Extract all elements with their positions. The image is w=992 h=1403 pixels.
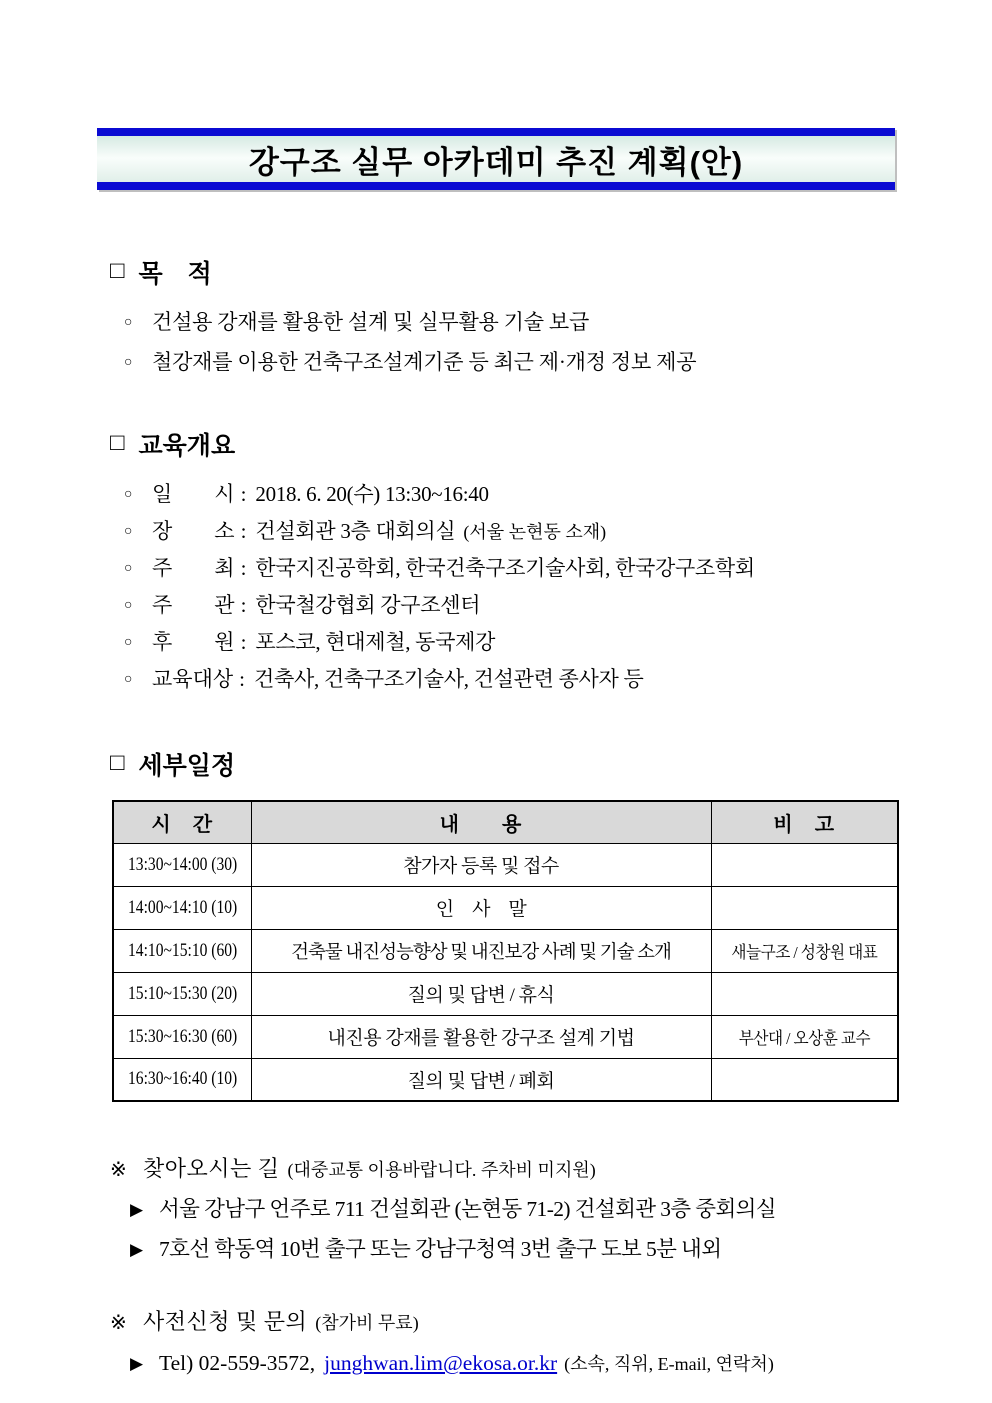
content-cell — [251, 929, 711, 972]
content-text: 인 사 말 — [435, 899, 527, 920]
circle-bullet-icon: ○ — [124, 635, 133, 650]
purpose-item-text: 건설용 강재를 활용한 설계 및 실무활용 기술 보급 — [152, 310, 590, 334]
time-text: 16:30~16:40 (10) — [127, 1068, 237, 1090]
overview-item-value: 건설회관 3층 대회의실 — [255, 519, 456, 543]
schedule-heading-label: 세부일정 — [138, 752, 236, 780]
note-cell — [711, 929, 898, 972]
section-directions — [97, 1152, 897, 1263]
directions-item-text: 서울 강남구 언주로 711 건설회관 (논현동 71-2) 건설회관 3층 중회의실 — [159, 1197, 776, 1221]
section-overview — [97, 426, 897, 700]
square-bullet-icon: □ — [110, 429, 125, 456]
col-header-content: 내 용 — [251, 801, 711, 843]
directions-heading — [110, 1152, 897, 1183]
table-header-row — [113, 801, 898, 843]
content-text: 질의 및 답변 / 휴식 — [407, 985, 555, 1006]
overview-item-label: 주 관 — [152, 593, 235, 617]
time-text: 15:30~16:30 (60) — [127, 1025, 237, 1047]
time-cell — [113, 929, 251, 972]
time-cell — [113, 1058, 251, 1101]
overview-item-note: (서울 논현동 소재) — [463, 522, 607, 542]
colon-separator: : — [240, 556, 247, 580]
overview-item-value: 한국지진공학회, 한국건축구조기술사회, 한국강구조학회 — [255, 556, 755, 580]
overview-item-sponsor — [124, 626, 897, 663]
purpose-item-text: 철강재를 이용한 건축구조설계기준 등 최근 제·개정 정보 제공 — [152, 350, 697, 374]
colon-separator: : — [239, 667, 245, 691]
circle-bullet-icon: ○ — [124, 315, 133, 330]
overview-item-label: 일 시 — [152, 482, 235, 506]
circle-bullet-icon: ○ — [124, 355, 133, 370]
schedule-table — [112, 800, 899, 1102]
colon-separator: : — [240, 593, 247, 617]
directions-item-subway — [130, 1232, 897, 1263]
contact-tel-line — [130, 1350, 897, 1376]
note-cell — [711, 1058, 898, 1101]
table-row — [113, 929, 898, 972]
square-bullet-icon: □ — [110, 749, 125, 776]
purpose-heading — [110, 254, 897, 290]
arrow-icon: ▶ — [130, 1240, 144, 1259]
content-cell — [251, 1058, 711, 1101]
table-row — [113, 972, 898, 1015]
directions-item-text: 7호선 학동역 10번 출구 또는 강남구청역 3번 출구 도보 5분 내외 — [159, 1237, 722, 1261]
time-text: 15:10~15:30 (20) — [127, 982, 237, 1004]
email-link[interactable]: junghwan.lim@ekosa.or.kr — [324, 1351, 558, 1375]
arrow-icon: ▶ — [130, 1354, 144, 1373]
circle-bullet-icon: ○ — [124, 672, 133, 687]
colon-separator: : — [240, 630, 247, 654]
note-cell — [711, 843, 898, 886]
content-cell — [251, 1015, 711, 1058]
content-cell — [251, 886, 711, 929]
time-cell — [113, 886, 251, 929]
arrow-icon: ▶ — [130, 1200, 144, 1219]
purpose-item — [124, 306, 897, 346]
col-header-time: 시 간 — [113, 801, 251, 843]
overview-item-label: 교육대상 — [152, 667, 234, 691]
note-cell — [711, 972, 898, 1015]
content-cell — [251, 972, 711, 1015]
colon-separator: : — [240, 482, 247, 506]
contact-suffix: (소속, 직위, E-mail, 연락처) — [564, 1354, 774, 1374]
purpose-item — [124, 346, 897, 386]
overview-item-venue — [124, 515, 897, 552]
content-cell — [251, 843, 711, 886]
circle-bullet-icon: ○ — [124, 487, 133, 502]
time-text: 14:10~15:10 (60) — [127, 939, 237, 961]
overview-item-label: 주 최 — [152, 556, 235, 580]
overview-item-host — [124, 552, 897, 589]
circle-bullet-icon: ○ — [124, 524, 133, 539]
schedule-heading — [110, 746, 897, 782]
note-text: 새늘구조 / 성창원 대표 — [731, 943, 878, 962]
time-cell — [113, 972, 251, 1015]
page-title: 강구조 실무 아카데미 추진 계획(안) — [248, 144, 744, 180]
directions-heading-note: (대중교통 이용바랍니다. 주차비 미지원) — [287, 1160, 596, 1180]
section-schedule — [97, 746, 897, 1102]
overview-heading — [110, 426, 897, 462]
overview-item-label: 후 원 — [152, 630, 235, 654]
note-text: 부산대 / 오상훈 교수 — [738, 1029, 870, 1048]
overview-item-audience — [124, 663, 897, 700]
directions-item-address — [130, 1192, 897, 1223]
time-text: 14:00~14:10 (10) — [127, 896, 237, 918]
table-row — [113, 886, 898, 929]
note-cell — [711, 1015, 898, 1058]
contact-heading-label: 사전신청 및 문의 — [143, 1309, 308, 1334]
title-banner — [97, 128, 895, 190]
contact-tel: Tel) 02-559-3572, — [159, 1351, 316, 1375]
overview-item-label: 장 소 — [152, 519, 235, 543]
overview-heading-label: 교육개요 — [138, 432, 236, 460]
content-text: 참가자 등록 및 접수 — [403, 856, 559, 877]
contact-heading-note: (참가비 무료) — [315, 1313, 419, 1333]
overview-item-value: 포스코, 현대제철, 동국제강 — [255, 630, 496, 654]
overview-item-value: 한국철강협회 강구조센터 — [255, 593, 481, 617]
circle-bullet-icon: ○ — [124, 561, 133, 576]
time-cell — [113, 843, 251, 886]
table-row — [113, 1015, 898, 1058]
note-cell — [711, 886, 898, 929]
reference-mark-icon: ※ — [110, 1312, 127, 1334]
section-contact — [97, 1305, 897, 1376]
overview-item-organizer — [124, 589, 897, 626]
table-row — [113, 1058, 898, 1101]
content-text: 내진용 강재를 활용한 강구조 설계 기법 — [327, 1028, 635, 1049]
circle-bullet-icon: ○ — [124, 598, 133, 613]
time-cell — [113, 1015, 251, 1058]
table-row — [113, 843, 898, 886]
section-purpose — [97, 254, 897, 386]
contact-heading — [110, 1305, 897, 1336]
overview-item-datetime — [124, 478, 897, 515]
content-text: 건축물 내진성능향상 및 내진보강 사례 및 기술 소개 — [291, 942, 671, 963]
col-header-note: 비 고 — [711, 801, 898, 843]
reference-mark-icon: ※ — [110, 1159, 127, 1181]
colon-separator: : — [240, 519, 247, 543]
overview-item-value: 건축사, 건축구조기술사, 건설관련 종사자 등 — [254, 667, 644, 691]
content-text: 질의 및 답변 / 폐회 — [407, 1070, 555, 1092]
purpose-heading-label: 목 적 — [138, 260, 212, 288]
time-text: 13:30~14:00 (30) — [127, 853, 237, 875]
directions-heading-label: 찾아오시는 길 — [143, 1156, 280, 1181]
square-bullet-icon: □ — [110, 257, 125, 284]
overview-item-value: 2018. 6. 20(수) 13:30~16:40 — [255, 482, 489, 506]
